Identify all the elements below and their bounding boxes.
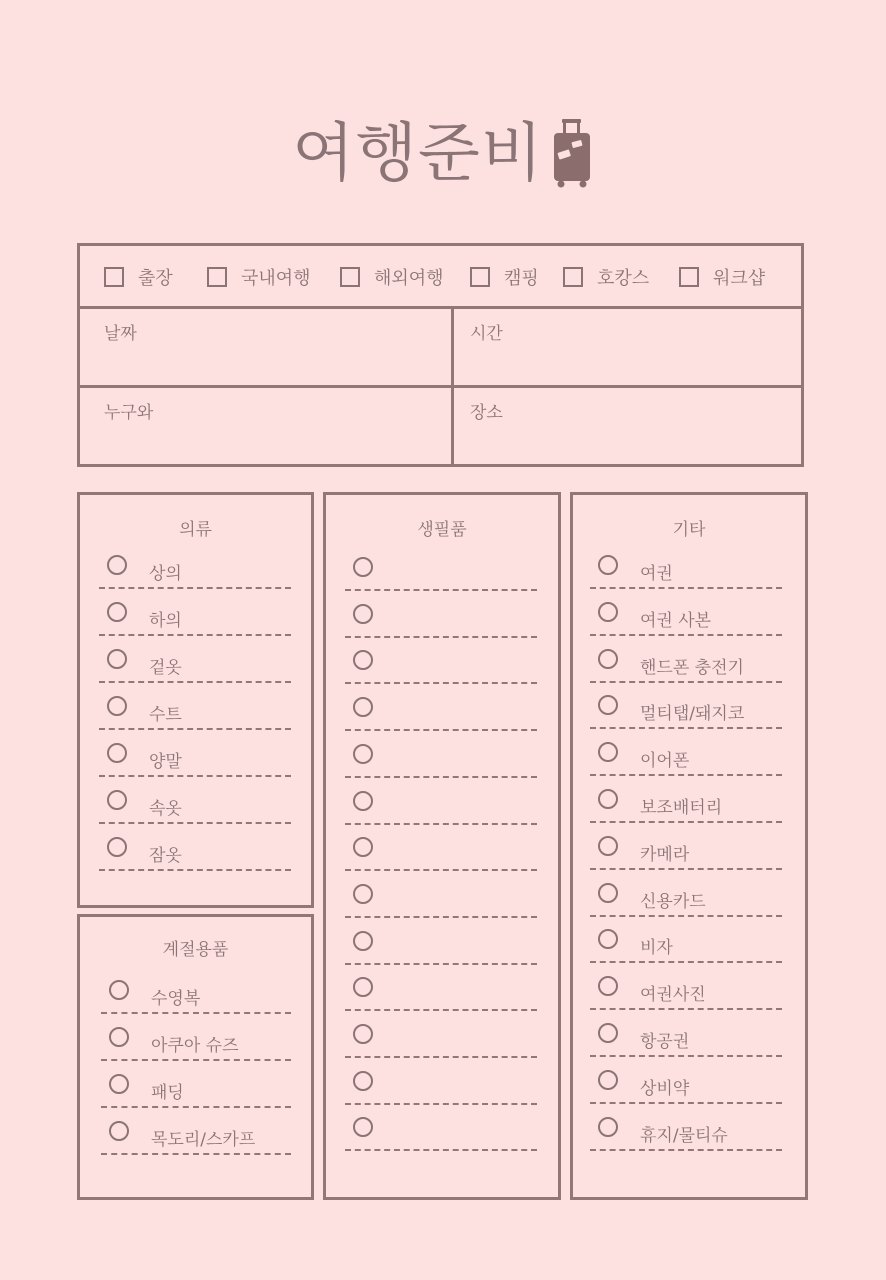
others-title: 기타 [672,520,706,540]
checklist-item[interactable] [99,790,291,838]
seasonal-panel [77,914,314,1200]
circle-checkbox-icon[interactable] [598,1070,618,1090]
checklist-item[interactable] [345,931,537,979]
checklist-item[interactable] [590,929,782,977]
checklist-item[interactable] [590,883,782,931]
clothing-title: 의류 [179,520,212,540]
dashed-line [590,961,782,963]
checklist-item-label: 양말 [149,752,182,772]
circle-checkbox-icon[interactable] [353,1071,373,1091]
trip-type-option[interactable]: 출장 [104,264,173,290]
dashed-line [590,727,782,729]
trip-type-option[interactable]: 호캉스 [563,264,649,290]
dashed-line [345,776,537,778]
trip-info-box [77,243,804,467]
circle-checkbox-icon[interactable] [598,1023,618,1043]
circle-checkbox-icon[interactable] [107,602,127,622]
seasonal-title: 계절용품 [162,940,229,960]
checklist-item[interactable] [101,980,291,1028]
checklist-item[interactable] [345,977,537,1025]
circle-checkbox-icon[interactable] [353,931,373,951]
checkbox-icon[interactable] [679,267,699,287]
dashed-line [99,728,291,730]
circle-checkbox-icon[interactable] [353,744,373,764]
checklist-item[interactable] [99,555,291,603]
dashed-line [590,821,782,823]
circle-checkbox-icon[interactable] [353,884,373,904]
checklist-item[interactable] [345,650,537,698]
checklist-item-label: 휴지/물티슈 [640,1125,728,1146]
checkbox-icon[interactable] [470,267,490,287]
circle-checkbox-icon[interactable] [598,883,618,903]
place-label: 장소 [470,403,503,423]
checkbox-icon[interactable] [563,267,583,287]
checklist-item-label: 목도리/스카프 [151,1130,256,1150]
circle-checkbox-icon[interactable] [598,836,618,856]
circle-checkbox-icon[interactable] [107,555,127,575]
checklist-item[interactable] [99,837,291,885]
checklist-item-label: 비자 [640,938,673,959]
circle-checkbox-icon[interactable] [598,695,618,715]
circle-checkbox-icon[interactable] [353,837,373,857]
checklist-item-label: 여권 [640,564,673,584]
dashed-line [590,681,782,683]
dashed-line [345,636,537,638]
dashed-line [590,587,782,589]
checklist-item[interactable] [345,557,537,605]
dashed-line [345,916,537,918]
with-whom-field[interactable] [80,388,451,467]
circle-checkbox-icon[interactable] [353,1024,373,1044]
checklist-item[interactable] [345,697,537,745]
checklist-item-label: 핸드폰 충전기 [640,657,744,678]
dashed-line [590,1149,782,1151]
essentials-panel [323,492,561,1200]
dashed-line [101,1059,291,1061]
circle-checkbox-icon[interactable] [109,1027,129,1047]
dashed-line [590,868,782,870]
dashed-line [590,774,782,776]
circle-checkbox-icon[interactable] [598,555,618,575]
trip-type-option[interactable]: 해외여행 [340,264,444,290]
divider [451,309,454,467]
time-label: 시간 [470,324,503,344]
dashed-line [99,634,291,636]
circle-checkbox-icon[interactable] [107,696,127,716]
checklist-item[interactable] [590,649,782,697]
circle-checkbox-icon[interactable] [107,743,127,763]
dashed-line [345,1056,537,1058]
checklist-item-label: 잠옷 [149,846,182,866]
checklist-item-label: 속옷 [149,799,182,819]
checklist-item[interactable] [590,695,782,743]
dashed-line [345,682,537,684]
with-whom-label: 누구와 [104,403,154,423]
dashed-line [99,587,291,589]
checklist-item[interactable] [590,1117,782,1165]
time-field[interactable] [454,309,804,385]
dashed-line [590,1008,782,1010]
checklist-item[interactable] [590,555,782,603]
checklist-item-label: 이어폰 [640,751,690,772]
checklist-item[interactable] [345,1024,537,1072]
dashed-line [99,681,291,683]
checklist-item-label: 여권 사본 [640,610,712,631]
dashed-line [345,963,537,965]
circle-checkbox-icon[interactable] [109,1074,129,1094]
checklist-item-label: 상의 [149,564,182,584]
checklist-item-label: 상비약 [640,1078,690,1099]
checklist-item-label: 카메라 [640,844,690,865]
checklist-item[interactable] [345,604,537,652]
dashed-line [345,729,537,731]
checklist-item[interactable] [590,789,782,837]
checklist-item-label: 여권사진 [640,985,706,1006]
checklist-item[interactable] [99,649,291,697]
checklist-item[interactable] [101,1121,291,1169]
checklist-item-label: 멀티탭/돼지코 [640,704,745,725]
circle-checkbox-icon[interactable] [109,980,129,1000]
checklist-item[interactable] [99,696,291,744]
dashed-line [590,1055,782,1057]
circle-checkbox-icon[interactable] [353,1117,373,1137]
circle-checkbox-icon[interactable] [109,1121,129,1141]
checklist-item-label: 겉옷 [149,658,182,678]
circle-checkbox-icon[interactable] [107,790,127,810]
checklist-item-label: 항공권 [640,1032,690,1052]
checklist-item[interactable] [590,836,782,884]
checklist-item-label: 패딩 [151,1083,184,1103]
checkbox-icon[interactable] [104,267,124,287]
dashed-line [101,1106,291,1108]
checklist-item[interactable] [590,602,782,650]
checklist-item[interactable] [101,1074,291,1122]
checklist-item[interactable] [99,602,291,650]
circle-checkbox-icon[interactable] [353,697,373,717]
dashed-line [345,589,537,591]
dashed-line [345,1103,537,1105]
others-panel [570,492,808,1200]
dashed-line [345,823,537,825]
date-field[interactable] [80,309,451,385]
page-title: 여행준비 [292,117,544,191]
dashed-line [590,915,782,917]
circle-checkbox-icon[interactable] [598,789,618,809]
dashed-line [99,869,291,871]
trip-type-row [80,246,801,309]
dashed-line [99,822,291,824]
checklist-item[interactable] [345,1117,537,1165]
dashed-line [99,775,291,777]
clothing-panel [77,492,314,908]
dashed-line [345,869,537,871]
trip-type-option[interactable]: 캠핑 [470,264,539,290]
checkbox-icon[interactable] [340,267,360,287]
checklist-item-label: 수트 [149,705,182,725]
circle-checkbox-icon[interactable] [353,977,373,997]
circle-checkbox-icon[interactable] [598,1117,618,1137]
dashed-line [101,1153,291,1155]
checklist-item[interactable] [345,837,537,885]
circle-checkbox-icon[interactable] [353,557,373,577]
essentials-title: 생필품 [417,520,467,540]
circle-checkbox-icon[interactable] [598,976,618,996]
checklist-item[interactable] [99,743,291,791]
checklist-item-label: 아쿠아 슈즈 [151,1036,239,1056]
checklist-item[interactable] [101,1027,291,1075]
divider [80,385,801,388]
suitcase-icon [550,119,594,189]
checklist-item[interactable] [590,976,782,1024]
circle-checkbox-icon[interactable] [598,929,618,949]
dashed-line [590,1102,782,1104]
checklist-item[interactable] [345,744,537,792]
circle-checkbox-icon[interactable] [598,742,618,762]
title-area [0,118,886,190]
circle-checkbox-icon[interactable] [353,791,373,811]
circle-checkbox-icon[interactable] [107,837,127,857]
date-label: 날짜 [104,324,137,344]
place-field[interactable] [454,388,804,467]
checklist-item[interactable] [345,1071,537,1119]
checklist-item-label: 수영복 [151,989,201,1009]
checklist-item-label: 보조배터리 [640,798,723,818]
dashed-line [345,1149,537,1151]
checklist-item-label: 하의 [149,611,182,631]
dashed-line [101,1012,291,1014]
circle-checkbox-icon[interactable] [353,650,373,670]
circle-checkbox-icon[interactable] [598,602,618,622]
checklist-item-label: 신용카드 [640,891,706,912]
checklist-item[interactable] [345,791,537,839]
checklist-item[interactable] [345,884,537,932]
checklist-item[interactable] [590,742,782,790]
trip-type-option[interactable]: 국내여행 [207,264,311,290]
dashed-line [590,634,782,636]
dashed-line [345,1009,537,1011]
trip-type-option[interactable]: 워크샵 [679,264,765,290]
circle-checkbox-icon[interactable] [598,649,618,669]
checklist-item[interactable] [590,1023,782,1071]
checkbox-icon[interactable] [207,267,227,287]
circle-checkbox-icon[interactable] [353,604,373,624]
checklist-item[interactable] [590,1070,782,1118]
circle-checkbox-icon[interactable] [107,649,127,669]
